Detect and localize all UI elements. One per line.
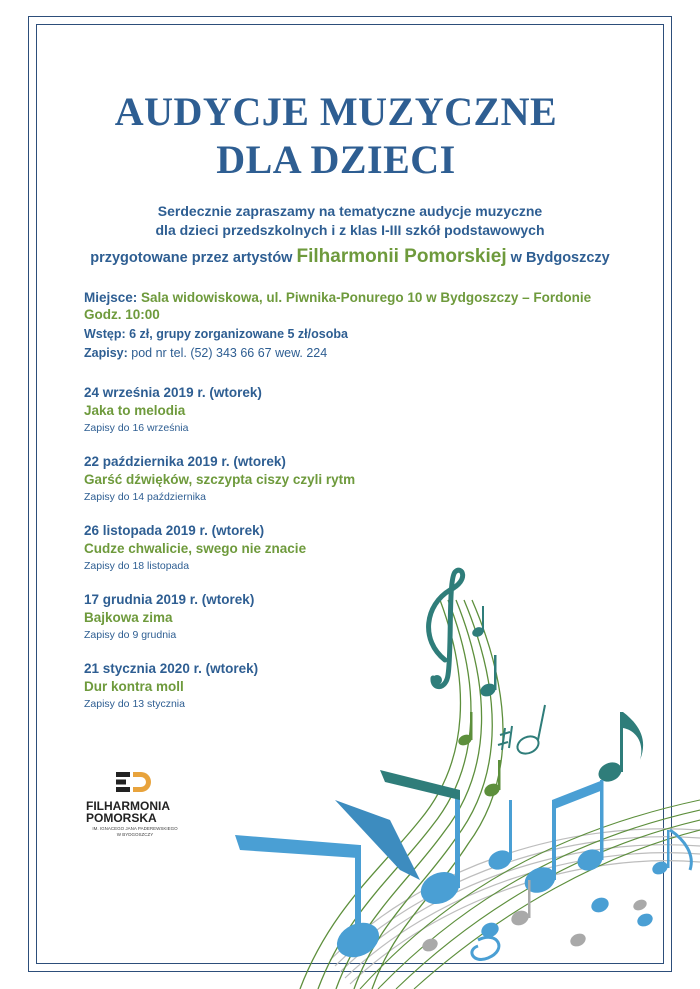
logo-name: [86, 800, 186, 824]
title-line-2: DLA DZIECI: [216, 137, 456, 182]
signup-value: pod nr tel. (52) 343 66 67 wew. 224: [131, 346, 328, 360]
logo-subtitle-line-1: IM. IGNACEGO JANA PADEREWSKIEGO: [92, 826, 178, 831]
intro-line-1: Serdecznie zapraszamy na tematyczne audycje muzyczne: [157, 203, 543, 219]
event-item: [84, 384, 504, 436]
event-title: Garść dźwięków, szczypta ciszy czyli rytm: [84, 472, 356, 487]
event-title: Cudze chwalicie, swego nie znacie: [84, 541, 307, 556]
venue-label: Miejsce:: [84, 290, 138, 305]
logo-name-line-2: POMORSKA: [86, 811, 157, 825]
organizer-name: Filharmonii Pomorskiej: [296, 246, 507, 267]
intro-line-3-post: w Bydgoszczy: [510, 250, 610, 266]
price-info: Wstęp: 6 zł, grupy zorganizowane 5 zł/osoba: [84, 327, 348, 341]
intro-line-3: [0, 246, 700, 268]
signup-label: Zapisy:: [84, 346, 128, 360]
event-date: 21 stycznia 2020 r. (wtorek): [84, 661, 259, 676]
signup-info: [84, 346, 327, 360]
event-signup-deadline: Zapisy do 14 października: [84, 491, 206, 503]
event-item: [84, 591, 504, 643]
intro-line-3-pre: przygotowane przez artystów: [90, 250, 293, 266]
event-title: Dur kontra moll: [84, 679, 184, 694]
event-date: 17 grudnia 2019 r. (wtorek): [84, 592, 255, 607]
logo-mark-icon: [116, 772, 152, 792]
venue-value: Sala widowiskowa, ul. Piwnika-Ponurego 10 w Bydgoszczy – Fordonie: [141, 290, 592, 305]
page-title: [0, 88, 672, 184]
intro-line-2: dla dzieci przedszkolnych i z klas I-III szkół podstawowych: [155, 222, 545, 238]
event-item: [84, 453, 504, 505]
time-info: Godz. 10:00: [84, 307, 160, 322]
event-title: Bajkowa zima: [84, 610, 173, 625]
event-item: [84, 522, 504, 574]
title-line-1: AUDYCJE MUZYCZNE: [114, 89, 558, 134]
event-signup-deadline: Zapisy do 13 stycznia: [84, 698, 185, 710]
event-date: 26 listopada 2019 r. (wtorek): [84, 523, 265, 538]
event-date: 24 września 2019 r. (wtorek): [84, 385, 262, 400]
logo-name-line-1: FILHARMONIA: [86, 799, 170, 813]
event-signup-deadline: Zapisy do 9 grudnia: [84, 629, 177, 641]
venue-info: [84, 290, 591, 305]
event-date: 22 października 2019 r. (wtorek): [84, 454, 286, 469]
event-item: [84, 660, 504, 712]
event-signup-deadline: Zapisy do 18 listopada: [84, 560, 190, 572]
logo-subtitle-line-2: W BYDGOSZCZY: [116, 832, 154, 837]
events-list: [84, 384, 504, 729]
event-signup-deadline: Zapisy do 16 września: [84, 422, 189, 434]
logo-subtitle: [88, 826, 182, 838]
event-title: Jaka to melodia: [84, 403, 186, 418]
